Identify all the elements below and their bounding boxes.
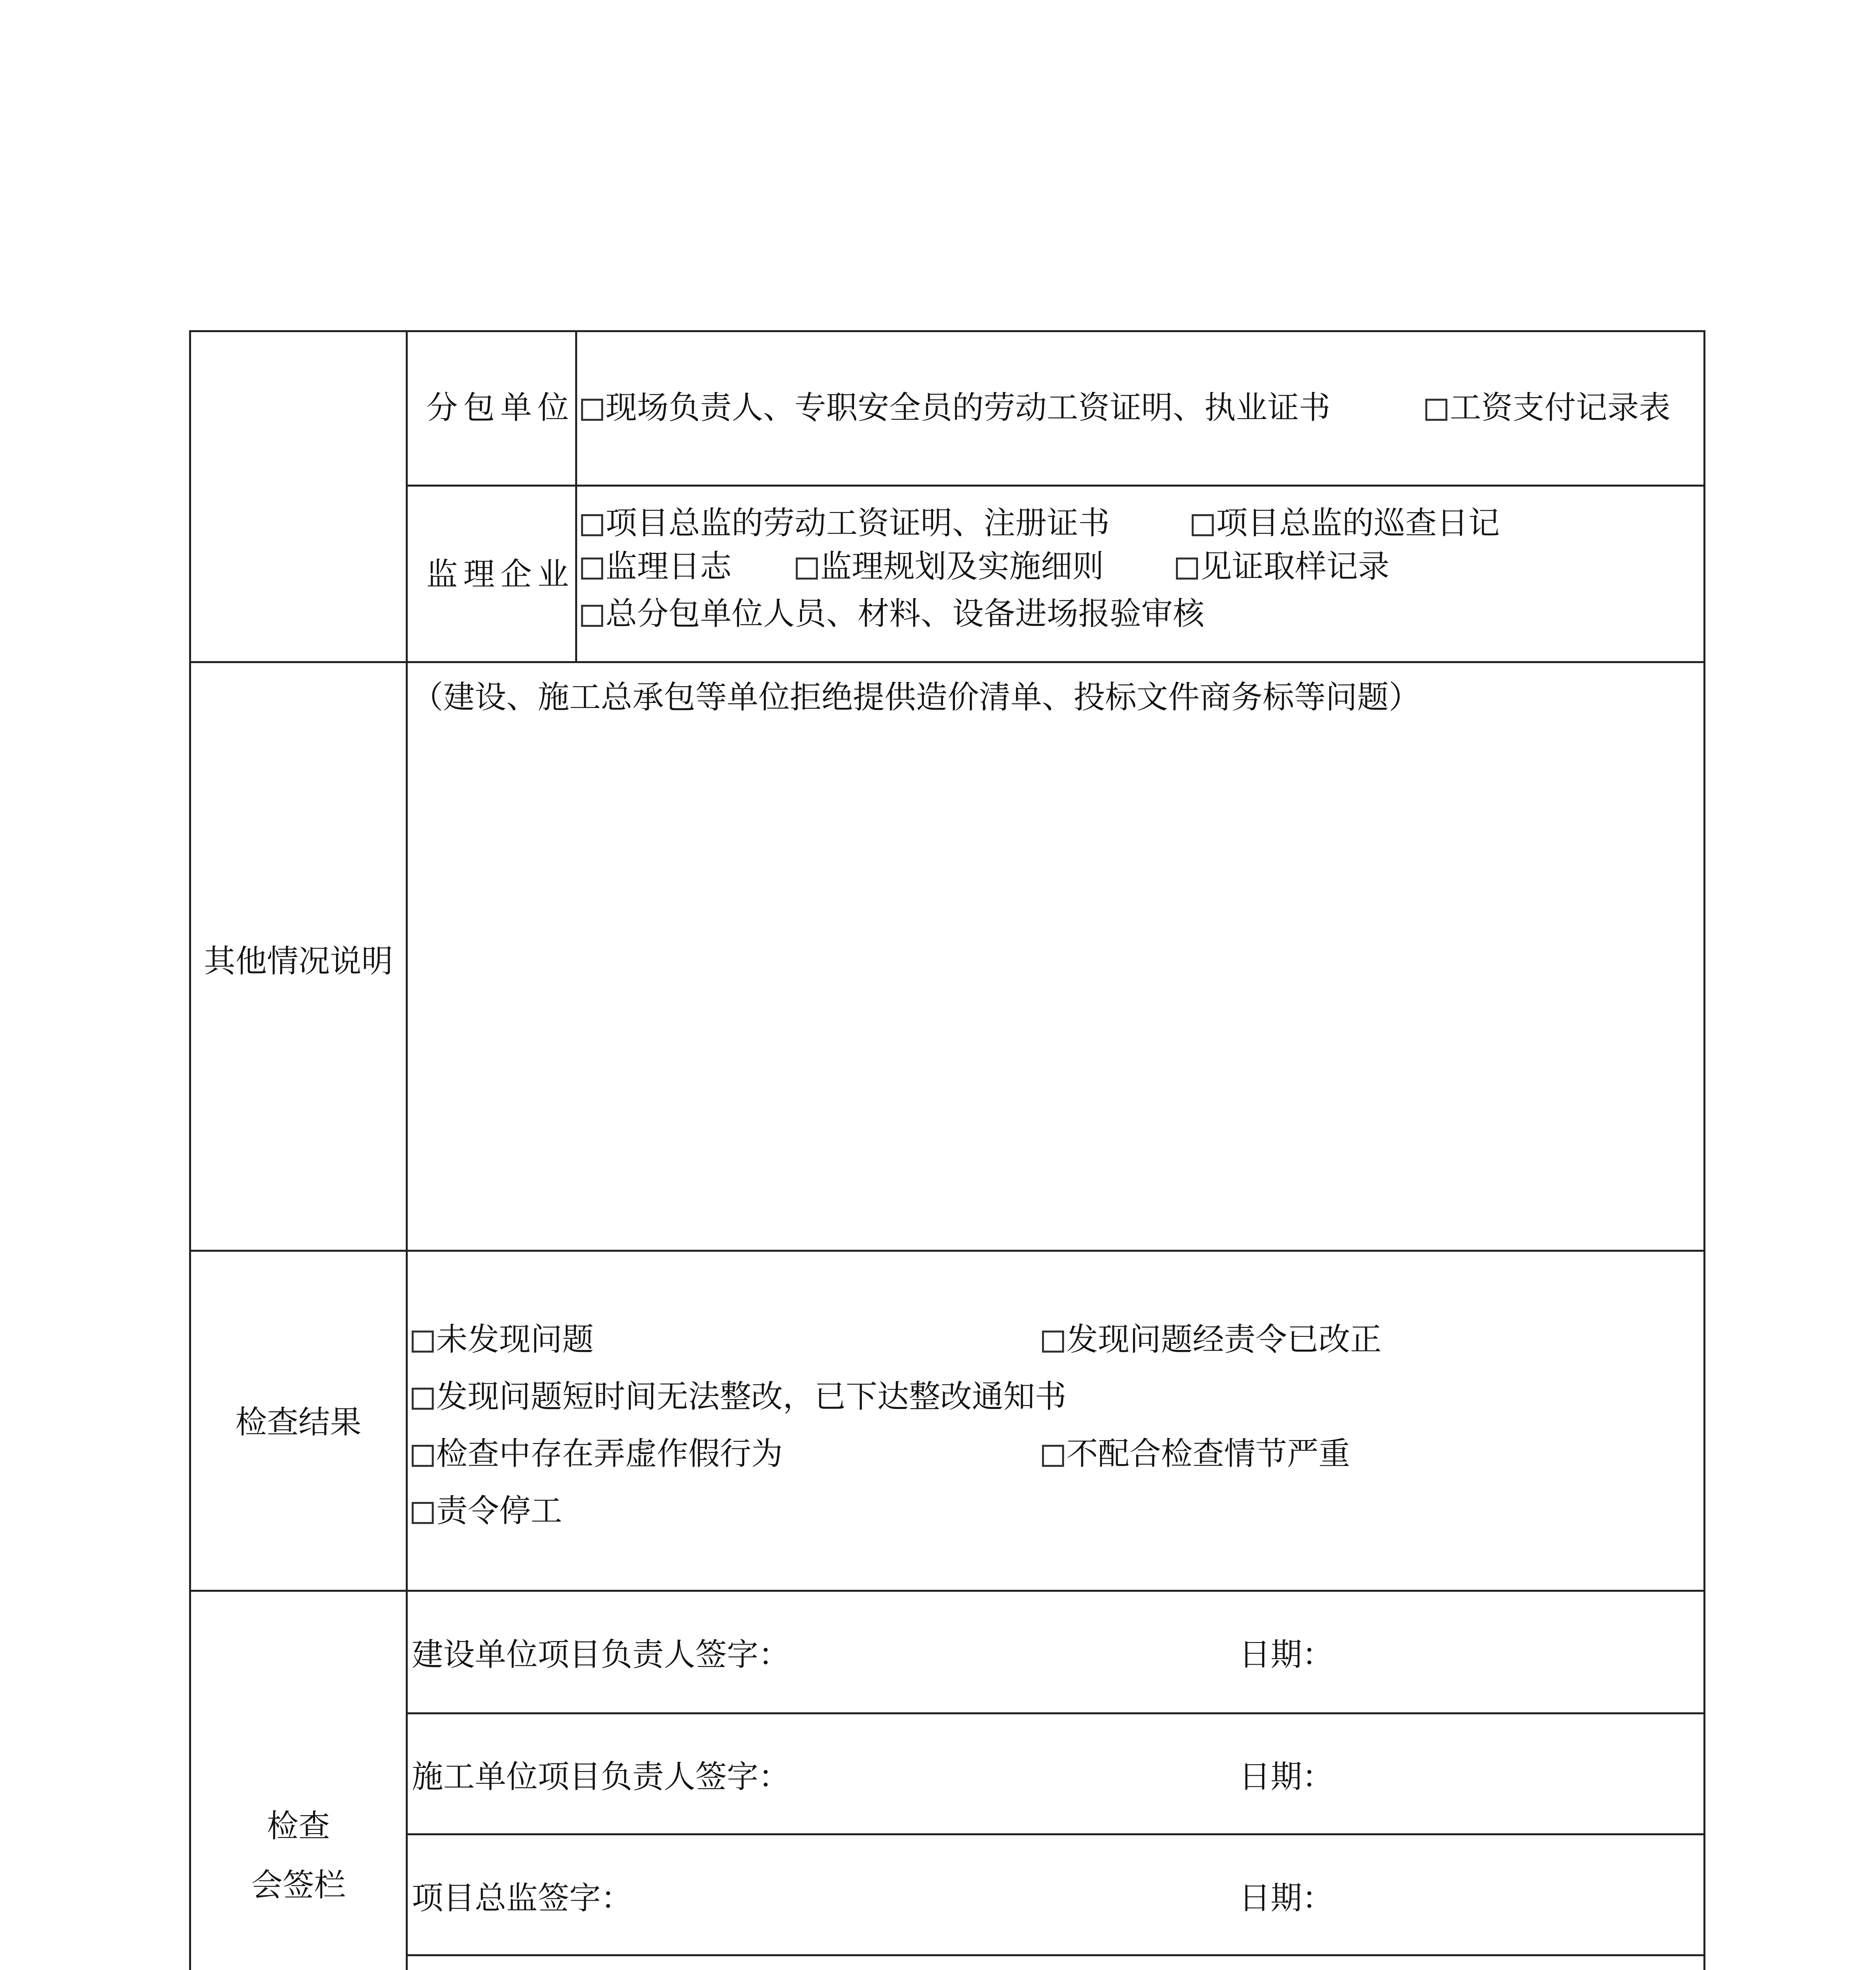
- supervision-item-4: 监理规划及实施细则: [796, 547, 1104, 586]
- checkbox[interactable]: [412, 1502, 434, 1524]
- row-divider-result: [189, 1250, 1705, 1252]
- subcontractor-label: 分包单位: [426, 389, 574, 426]
- row-divider-sign-1: [406, 1712, 1705, 1714]
- other-label: 其他情况说明: [204, 943, 393, 979]
- table-border-top: [189, 330, 1705, 332]
- sign-row-construction-label: 建设单位项目负责人签字：: [412, 1636, 790, 1673]
- checkbox[interactable]: [412, 1331, 434, 1353]
- other-description-area[interactable]: [410, 725, 1702, 1245]
- result-option-6: 责令停工: [412, 1491, 562, 1531]
- table-border-left: [189, 330, 191, 1970]
- other-note: （建设、施工总承包等单位拒绝提供造价清单、投标文件商务标等问题）: [412, 679, 1420, 716]
- supervision-item-5: 见证取样记录: [1176, 547, 1389, 586]
- result-option-1: 未发现问题: [412, 1320, 594, 1359]
- result-option-4: 检查中存在弄虚作假行为: [412, 1434, 783, 1474]
- checkbox[interactable]: [412, 1445, 434, 1467]
- result-option-2: 发现问题经责令已改正: [1042, 1320, 1382, 1359]
- checkbox[interactable]: [581, 514, 603, 536]
- column-divider-1: [406, 330, 408, 1970]
- result-option-3: 发现问题短时间无法整改，已下达整改通知书: [412, 1377, 1066, 1416]
- checkbox[interactable]: [1042, 1331, 1064, 1353]
- row-divider-subcontractor: [406, 485, 1705, 487]
- checkbox[interactable]: [581, 399, 603, 421]
- checkbox[interactable]: [581, 558, 603, 580]
- signoff-label-line-2: 会签栏: [251, 1867, 346, 1903]
- supervision-item-3: 监理日志: [581, 547, 732, 586]
- supervision-label: 监理企业: [426, 556, 574, 593]
- row-divider-sign-2: [406, 1833, 1705, 1835]
- row-divider-sign-3: [406, 1954, 1705, 1956]
- sign-row-supervisor-label: 项目总监签字：: [412, 1880, 632, 1916]
- checkbox[interactable]: [412, 1388, 434, 1410]
- supervision-item-1: 项目总监的劳动工资证明、注册证书: [581, 504, 1110, 543]
- signoff-label-line-1: 检查: [267, 1808, 330, 1844]
- sign-row-contractor-label: 施工单位项目负责人签字：: [412, 1758, 790, 1795]
- checkbox[interactable]: [1425, 399, 1447, 421]
- column-divider-2: [575, 330, 577, 663]
- subcontractor-item-2: 工资支付记录表: [1425, 388, 1670, 427]
- supervision-item-2: 项目总监的巡查日记: [1192, 504, 1500, 543]
- supervision-item-6: 总分包单位人员、材料、设备进场报验审核: [581, 594, 1204, 634]
- row-divider-other: [189, 661, 1705, 663]
- checkbox[interactable]: [796, 558, 818, 580]
- checkbox[interactable]: [1042, 1445, 1064, 1467]
- subcontractor-item-1: 现场负责人、专职安全员的劳动工资证明、执业证书: [581, 388, 1330, 427]
- sign-row-supervisor-date: 日期：: [1239, 1880, 1334, 1916]
- checkbox[interactable]: [1176, 558, 1198, 580]
- checkbox[interactable]: [581, 605, 603, 627]
- result-option-5: 不配合检查情节严重: [1042, 1434, 1350, 1474]
- result-label: 检查结果: [235, 1404, 362, 1440]
- sign-row-contractor-date: 日期：: [1239, 1758, 1334, 1795]
- table-border-right: [1703, 330, 1705, 1970]
- sign-row-construction-date: 日期：: [1239, 1636, 1334, 1673]
- row-divider-signoff: [189, 1590, 1705, 1592]
- checkbox[interactable]: [1192, 514, 1214, 536]
